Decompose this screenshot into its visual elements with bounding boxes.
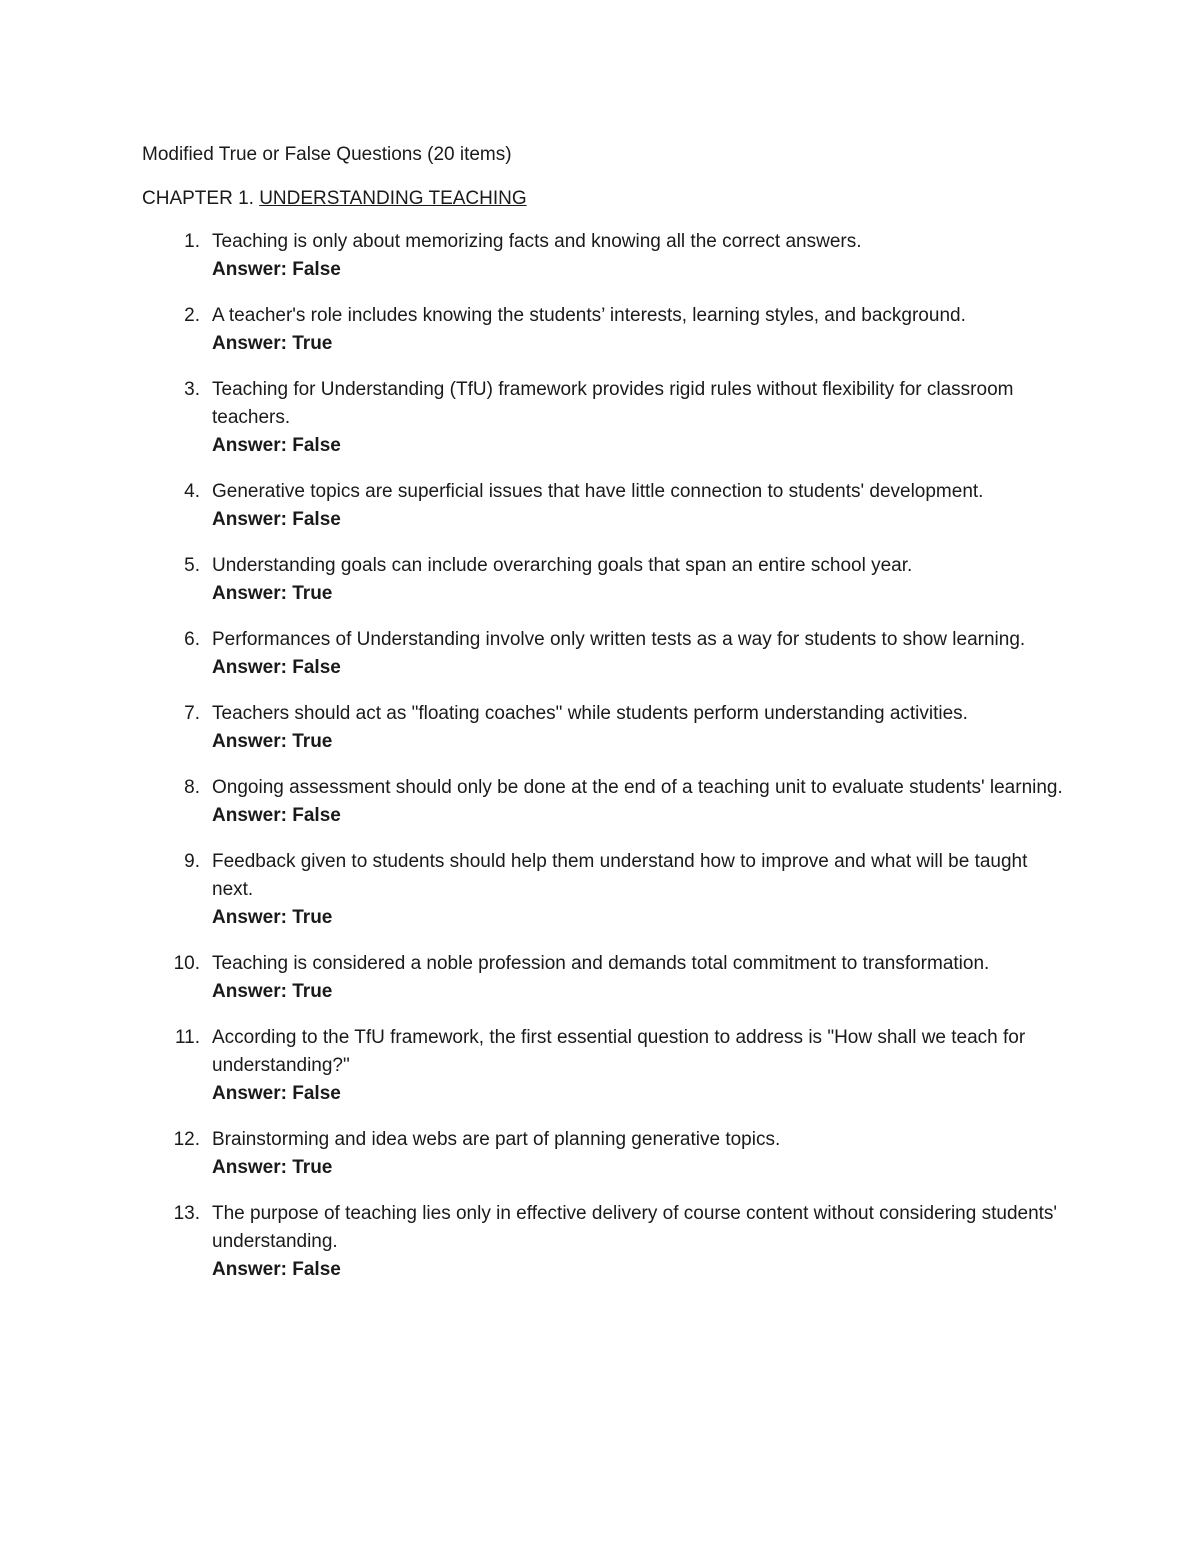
question-item xyxy=(142,774,1072,830)
question-number: 8. xyxy=(184,777,200,798)
question-text: The purpose of teaching lies only in effective delivery of course content without considering students' understanding. xyxy=(212,1203,1058,1252)
document-content xyxy=(142,142,1072,1302)
question-text: According to the TfU framework, the first essential question to address is "How shall we teach for understanding?" xyxy=(212,1027,1026,1076)
question-answer: Answer: False xyxy=(212,259,341,280)
question-number: 2. xyxy=(184,305,200,326)
question-list xyxy=(142,228,1072,1284)
question-number: 12. xyxy=(173,1129,200,1150)
question-text: Teaching is only about memorizing facts and knowing all the correct answers. xyxy=(212,231,862,252)
question-item xyxy=(142,626,1072,682)
question-item xyxy=(142,1024,1072,1108)
question-answer: Answer: True xyxy=(212,731,333,752)
question-number: 4. xyxy=(184,481,200,502)
question-item xyxy=(142,228,1072,284)
question-answer: Answer: True xyxy=(212,981,333,1002)
question-item xyxy=(142,478,1072,534)
chapter-prefix: CHAPTER 1. xyxy=(142,188,254,209)
question-text: Teaching is considered a noble profession and demands total commitment to transformation. xyxy=(212,953,990,974)
question-number: 9. xyxy=(184,851,200,872)
question-text: Ongoing assessment should only be done at the end of a teaching unit to evaluate students' learning. xyxy=(212,777,1063,798)
question-answer: Answer: True xyxy=(212,907,333,928)
question-number: 3. xyxy=(184,379,200,400)
question-number: 11. xyxy=(174,1027,200,1048)
question-text: Generative topics are superficial issues that have little connection to students' development. xyxy=(212,481,984,502)
question-answer: Answer: True xyxy=(212,583,333,604)
question-item xyxy=(142,848,1072,932)
question-item xyxy=(142,302,1072,358)
chapter-heading xyxy=(142,186,1072,212)
question-number: 5. xyxy=(184,555,200,576)
chapter-title: UNDERSTANDING TEACHING xyxy=(259,188,527,209)
question-answer: Answer: True xyxy=(212,333,333,354)
question-item xyxy=(142,700,1072,756)
question-answer: Answer: False xyxy=(212,435,341,456)
question-answer: Answer: True xyxy=(212,1157,333,1178)
document-title: Modified True or False Questions (20 items) xyxy=(142,144,512,165)
question-number: 6. xyxy=(184,629,200,650)
question-text: Brainstorming and idea webs are part of planning generative topics. xyxy=(212,1129,781,1150)
question-answer: Answer: False xyxy=(212,1259,341,1280)
question-answer: Answer: False xyxy=(212,657,341,678)
question-text: Performances of Understanding involve only written tests as a way for students to show learning. xyxy=(212,629,1026,650)
question-item xyxy=(142,1200,1072,1284)
question-item xyxy=(142,1126,1072,1182)
question-number: 1. xyxy=(184,231,200,252)
question-item xyxy=(142,552,1072,608)
question-number: 13. xyxy=(173,1203,200,1224)
question-text: A teacher's role includes knowing the students’ interests, learning styles, and background. xyxy=(212,305,966,326)
question-item xyxy=(142,376,1072,460)
question-answer: Answer: False xyxy=(212,805,341,826)
question-text: Teaching for Understanding (TfU) framework provides rigid rules without flexibility for classroom teachers. xyxy=(212,379,1014,428)
question-number: 10. xyxy=(173,953,200,974)
question-answer: Answer: False xyxy=(212,1083,341,1104)
question-text: Feedback given to students should help them understand how to improve and what will be taught next. xyxy=(212,851,1028,900)
question-answer: Answer: False xyxy=(212,509,341,530)
question-text: Teachers should act as "floating coaches" while students perform understanding activities. xyxy=(212,703,968,724)
question-item xyxy=(142,950,1072,1006)
question-number: 7. xyxy=(184,703,200,724)
question-text: Understanding goals can include overarching goals that span an entire school year. xyxy=(212,555,913,576)
